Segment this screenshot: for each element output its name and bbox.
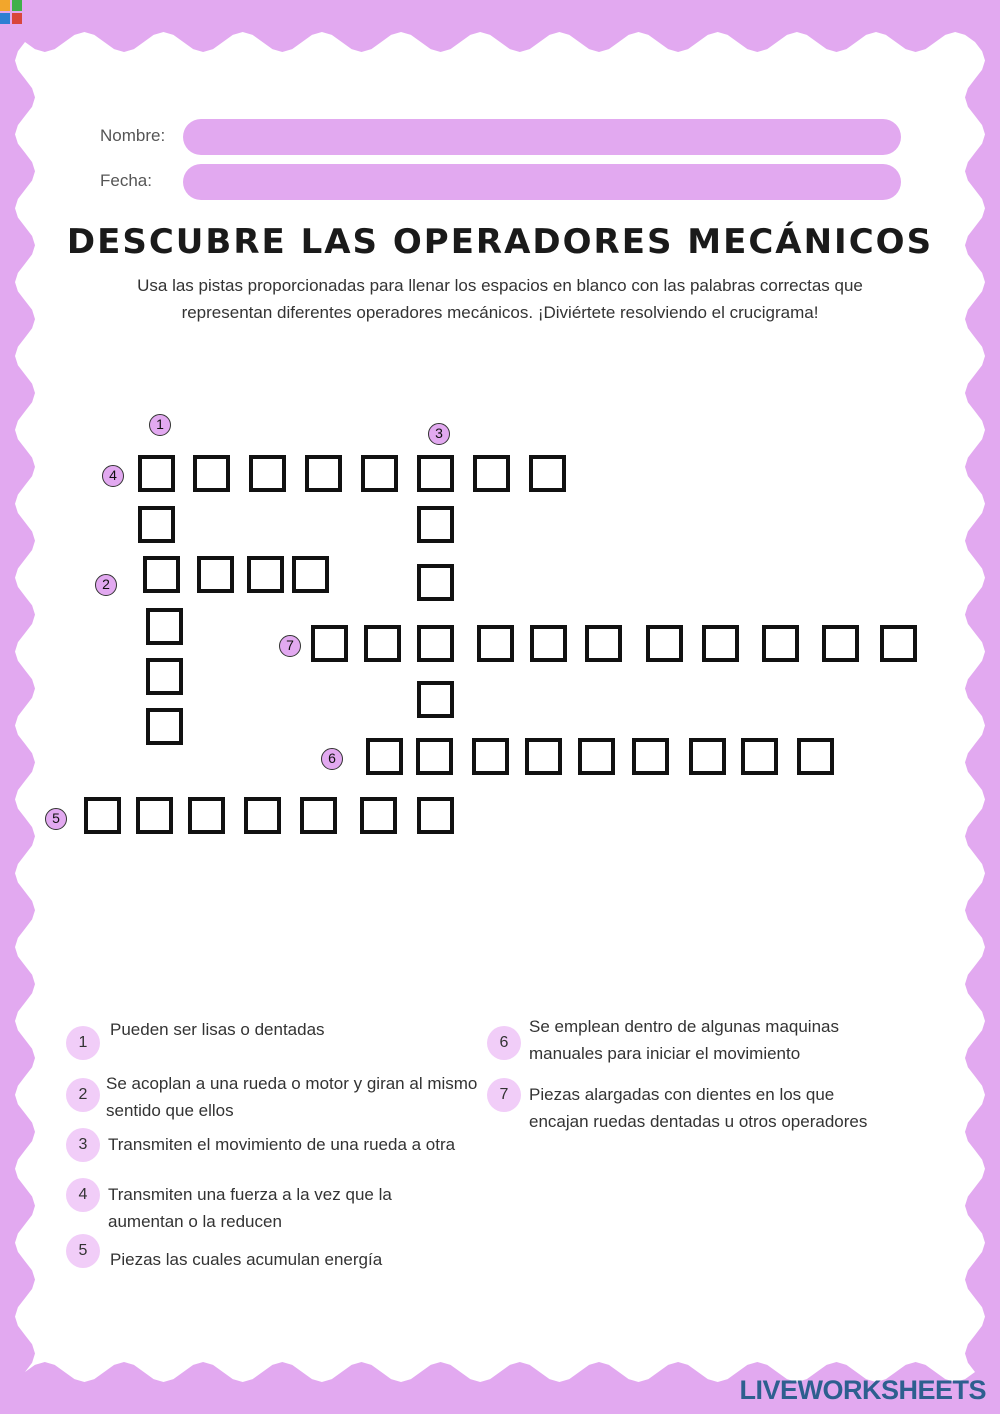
crossword-number-marker: 4	[102, 465, 124, 487]
crossword-cell[interactable]	[360, 797, 397, 834]
crossword-cell[interactable]	[292, 556, 329, 593]
crossword-cell[interactable]	[477, 625, 514, 662]
crossword-cell[interactable]	[143, 556, 180, 593]
crossword-cell[interactable]	[416, 738, 453, 775]
clue-number: 5	[66, 1234, 100, 1268]
crossword-cell[interactable]	[417, 681, 454, 718]
crossword-cell[interactable]	[366, 738, 403, 775]
clue-text: Se acoplan a una rueda o motor y giran al mismo sentido que ellos	[106, 1074, 478, 1120]
crossword-cell[interactable]	[361, 455, 398, 492]
crossword-cell[interactable]	[364, 625, 401, 662]
crossword-number-marker: 3	[428, 423, 450, 445]
clue-number: 4	[66, 1178, 100, 1212]
crossword-cell[interactable]	[578, 738, 615, 775]
crossword-number-marker: 7	[279, 635, 301, 657]
clue-text: Transmiten una fuerza a la vez que la aumentan o la reducen	[108, 1185, 392, 1231]
crossword-cell[interactable]	[689, 738, 726, 775]
crossword-cell[interactable]	[741, 738, 778, 775]
crossword-cell[interactable]	[136, 797, 173, 834]
crossword-cell[interactable]	[530, 625, 567, 662]
date-label: Fecha:	[100, 171, 152, 190]
clue-number: 7	[487, 1078, 521, 1112]
crossword-cell[interactable]	[305, 455, 342, 492]
crossword-cell[interactable]	[762, 625, 799, 662]
clue-text: Se emplean dentro de algunas maquinas manuales para iniciar el movimiento	[529, 1017, 839, 1063]
crossword-number-marker: 5	[45, 808, 67, 830]
crossword-number-marker: 1	[149, 414, 171, 436]
crossword-cell[interactable]	[585, 625, 622, 662]
clue-text: Piezas las cuales acumulan energía	[110, 1250, 383, 1269]
crossword-cell[interactable]	[193, 455, 230, 492]
crossword-cell[interactable]	[300, 797, 337, 834]
crossword-cell[interactable]	[880, 625, 917, 662]
crossword-cell[interactable]	[244, 797, 281, 834]
clue-number: 3	[66, 1128, 100, 1162]
crossword-cell[interactable]	[473, 455, 510, 492]
name-label: Nombre:	[100, 126, 166, 145]
crossword-cell[interactable]	[146, 658, 183, 695]
clue-number: 2	[66, 1078, 100, 1112]
brand-footer: LIVEWORKSHEETS	[739, 1375, 986, 1405]
crossword-cell[interactable]	[632, 738, 669, 775]
crossword-cell[interactable]	[822, 625, 859, 662]
intro-text: Usa las pistas proporcionadas para llenar los espacios en blanco con las palabras correctas que representan diferentes operadores mecánicos. ¡Diviértete resolviendo el crucigrama!	[137, 276, 863, 322]
clue-text: Pueden ser lisas o dentadas	[110, 1020, 325, 1039]
crossword-number-marker: 2	[95, 574, 117, 596]
crossword-cell[interactable]	[188, 797, 225, 834]
crossword-cell[interactable]	[417, 506, 454, 543]
crossword-cell[interactable]	[249, 455, 286, 492]
crossword-cell[interactable]	[197, 556, 234, 593]
clue-number: 1	[66, 1026, 100, 1060]
liveworksheets-logo-icon	[0, 0, 22, 24]
crossword-number-marker: 6	[321, 748, 343, 770]
crossword-cell[interactable]	[247, 556, 284, 593]
crossword-cell[interactable]	[84, 797, 121, 834]
crossword-cell[interactable]	[525, 738, 562, 775]
name-field[interactable]	[183, 119, 901, 155]
clue-text: Piezas alargadas con dientes en los que encajan ruedas dentadas u otros operadores	[529, 1085, 868, 1131]
crossword-cell[interactable]	[138, 506, 175, 543]
date-field[interactable]	[183, 164, 901, 200]
crossword-cell[interactable]	[417, 564, 454, 601]
crossword-cell[interactable]	[417, 797, 454, 834]
page-title: DESCUBRE LAS OPERADORES MECÁNICOS	[66, 222, 934, 262]
crossword-cell[interactable]	[646, 625, 683, 662]
crossword-cell[interactable]	[529, 455, 566, 492]
crossword-cell[interactable]	[702, 625, 739, 662]
crossword-cell[interactable]	[311, 625, 348, 662]
crossword-cell[interactable]	[138, 455, 175, 492]
crossword-cell[interactable]	[146, 708, 183, 745]
crossword-cell[interactable]	[417, 455, 454, 492]
crossword-cell[interactable]	[146, 608, 183, 645]
crossword-cell[interactable]	[417, 625, 454, 662]
clue-text: Transmiten el movimiento de una rueda a otra	[108, 1135, 456, 1154]
crossword-cell[interactable]	[797, 738, 834, 775]
clue-number: 6	[487, 1026, 521, 1060]
crossword-cell[interactable]	[472, 738, 509, 775]
